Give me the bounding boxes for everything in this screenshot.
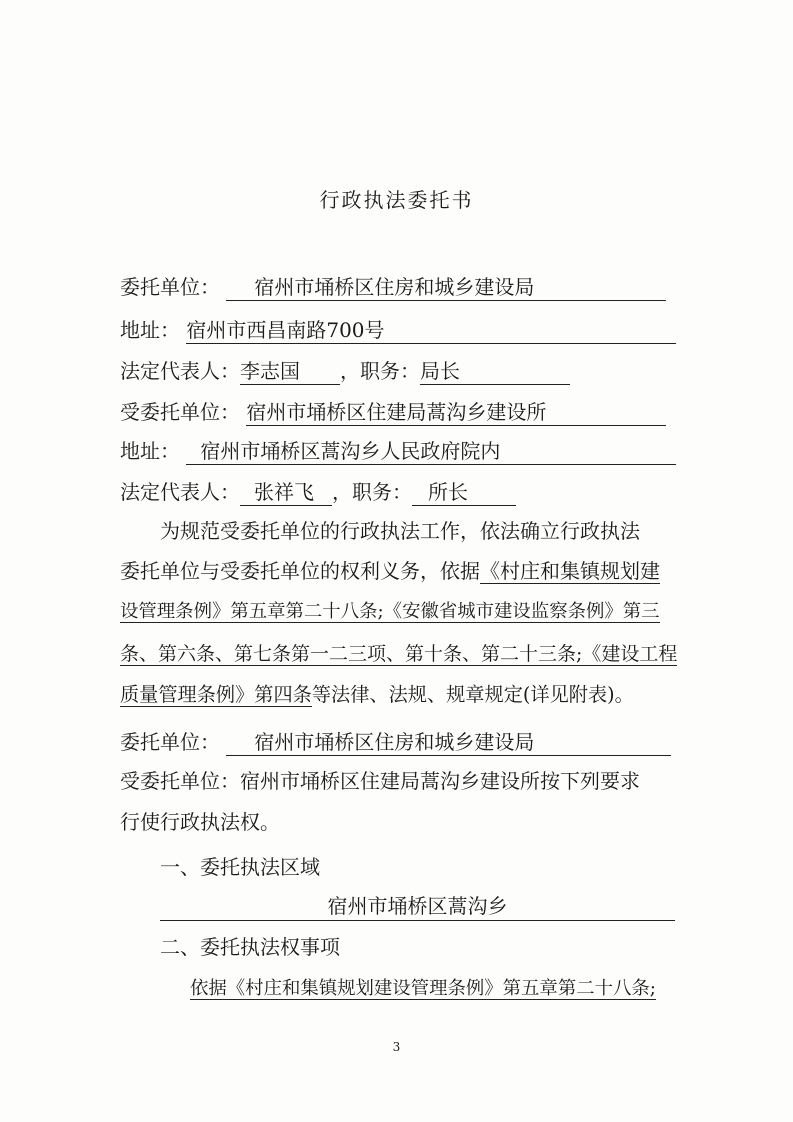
body-p1-line4 (120, 640, 678, 668)
delegatee-address-label: 地址： (120, 439, 180, 463)
body-p1-line2 (120, 557, 675, 585)
delegatee-unit-value: 宿州市埇桥区住建局蒿沟乡建设所 (246, 399, 666, 426)
delegator-position-value: 局长 (420, 358, 570, 385)
delegatee-rep-value: 张祥飞 (240, 479, 332, 506)
page-number: 3 (392, 1040, 401, 1054)
body-p1-line4-citation-a: 条、第六条、第七条第一二三项、第十条、第二十三条; (120, 643, 583, 665)
section1-heading: 一、委托执法区域 (160, 855, 320, 879)
delegator-position-label: ，职务： (340, 359, 420, 383)
body-p1-line4-citation-b: 《建设工程 (582, 643, 678, 665)
body-p1-line3-citation-a: 设管理条例》第五章第二十八条; (120, 601, 384, 622)
body-p2-line2: 行使行政执法权。 (120, 810, 280, 834)
body-p2-line1: 受委托单位：宿州市埇桥区住建局蒿沟乡建设所按下列要求 (120, 769, 640, 793)
delegator-unit-value-2: 宿州市埇桥区住房和城乡建设局 (226, 729, 671, 756)
delegator-address-label: 地址： (120, 318, 180, 342)
delegator-rep-line (120, 357, 675, 385)
body-p1-line5 (120, 681, 675, 709)
delegator-unit-label: 委托单位： (120, 275, 220, 299)
delegator-unit-value: 宿州市埇桥区住房和城乡建设局 (226, 274, 666, 301)
delegatee-position-label: ，职务： (332, 480, 412, 504)
delegatee-rep-label: 法定代表人： (120, 480, 240, 504)
delegatee-position-value: 所长 (412, 479, 516, 506)
body-p1-line1: 为规范受委托单位的行政执法工作，依法确立行政执法 (160, 519, 640, 543)
body-p1-line2-text: 委托单位与受委托单位的权利义务，依据 (120, 559, 480, 583)
delegatee-address-value: 宿州市埇桥区蒿沟乡人民政府院内 (186, 438, 676, 465)
delegator-unit-line-2 (120, 728, 675, 756)
body-p1-line2-citation: 《村庄和集镇规划建 (480, 559, 660, 583)
document-title: 行政执法委托书 (319, 188, 474, 212)
delegator-address-line (120, 316, 675, 344)
delegator-unit-label-2: 委托单位： (120, 730, 220, 754)
delegator-address-value: 宿州市西昌南路700号 (186, 317, 676, 344)
body-p1-line3-citation-b: 《安徽省城市建设监察条例》第三 (383, 601, 660, 622)
body-p1-line3 (120, 598, 675, 626)
delegator-rep-label: 法定代表人： (120, 359, 240, 383)
delegatee-rep-line (120, 478, 675, 506)
body-p1-line5-citation: 质量管理条例》第四条 (120, 683, 312, 706)
section2-line1-text: 依据《村庄和集镇规划建设管理条例》第五章第二十八条; (190, 978, 656, 999)
delegator-unit-line (120, 273, 675, 301)
delegator-rep-value: 李志国 (240, 358, 340, 385)
delegatee-unit-label: 受委托单位： (120, 400, 240, 424)
section2-heading: 二、委托执法权事项 (160, 935, 340, 959)
section2-line1 (190, 975, 675, 1003)
body-p1-line5-text: 等法律、法规、规章规定(详见附表)。 (311, 683, 634, 706)
delegatee-address-line (120, 437, 675, 465)
delegatee-unit-line (120, 398, 675, 426)
section1-value: 宿州市埇桥区蒿沟乡 (160, 892, 675, 921)
